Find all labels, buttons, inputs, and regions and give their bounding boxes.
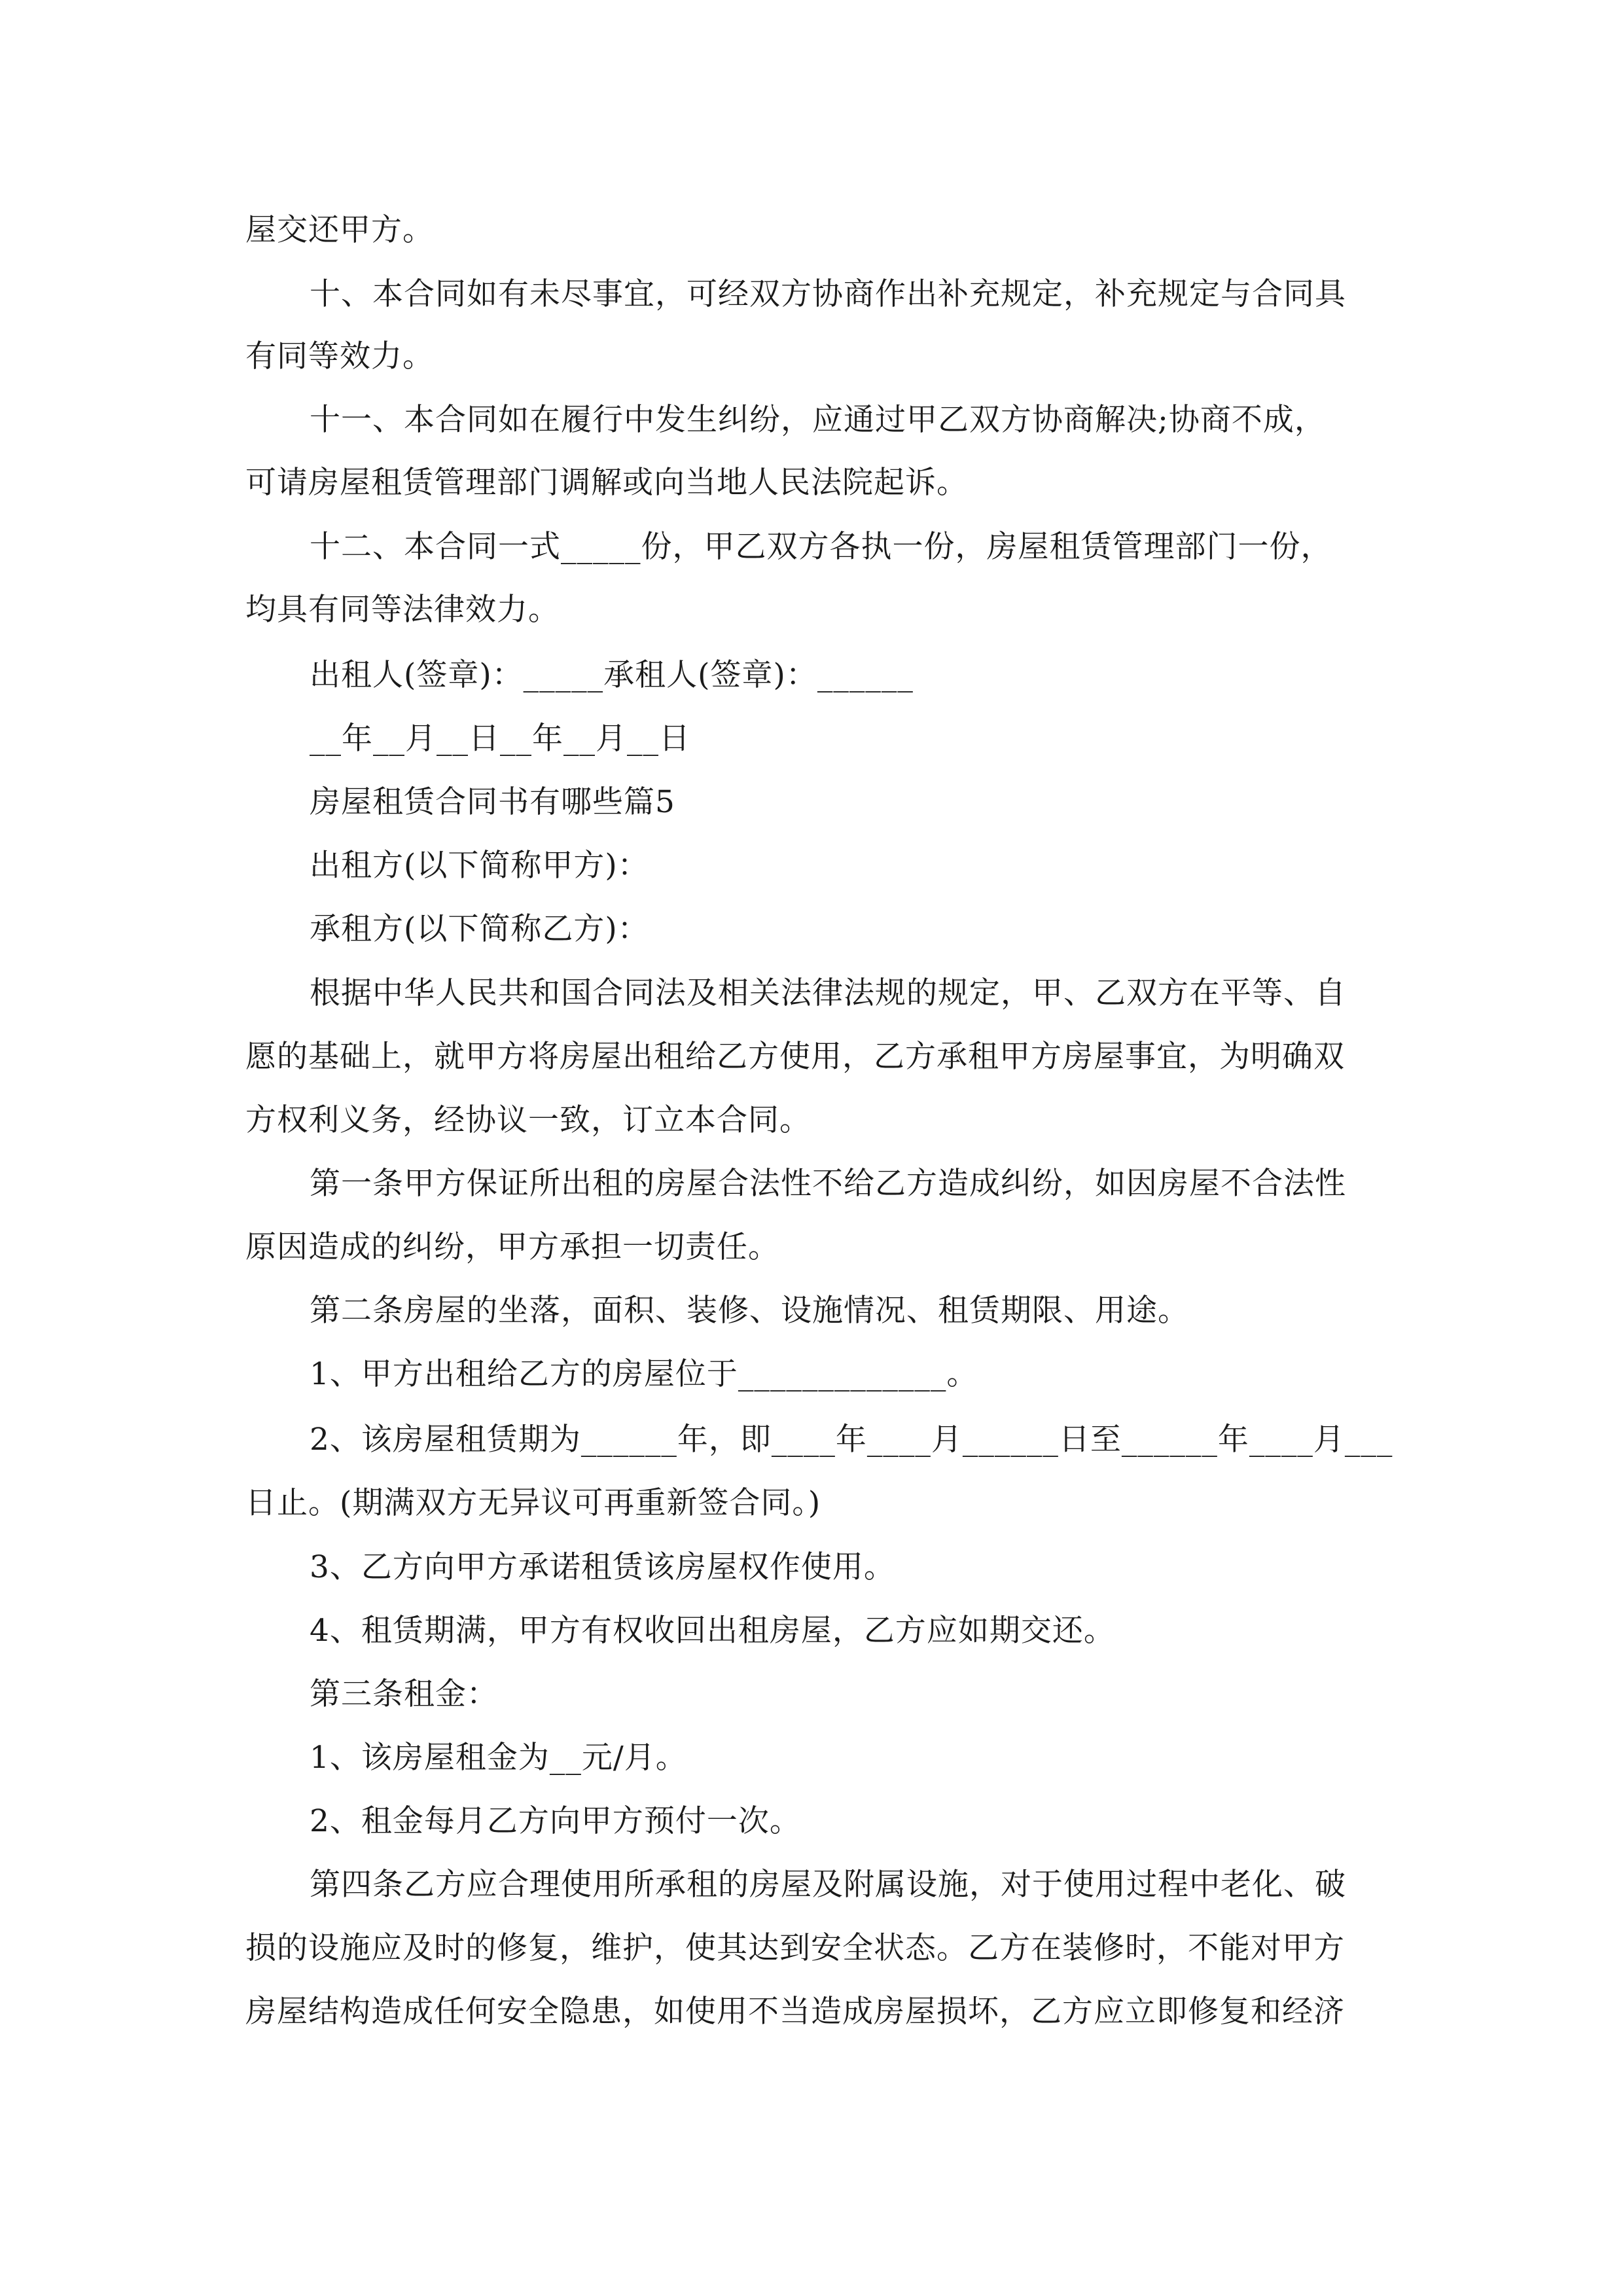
paragraph-line: 根据中华人民共和国合同法及相关法律法规的规定，甲、乙双方在平等、自 — [310, 975, 1346, 1011]
paragraph-line: 十一、本合同如在履行中发生纠纷，应通过甲乙双方协商解决;协商不成， — [310, 402, 1326, 438]
paragraph-line: 有同等效力。 — [245, 338, 434, 374]
paragraph-line: 十二、本合同一式_____份，甲乙双方各执一份，房屋租赁管理部门一份， — [310, 529, 1332, 565]
paragraph-line: 1、甲方出租给乙方的房屋位于_____________。 — [310, 1356, 978, 1392]
paragraph-line: 房屋结构造成任何安全隐患，如使用不当造成房屋损坏，乙方应立即修复和经济 — [245, 1994, 1345, 2030]
paragraph-line: 日止。(期满双方无异议可再重新签合同。) — [245, 1485, 821, 1521]
paragraph-line: 可请房屋租赁管理部门调解或向当地人民法院起诉。 — [245, 465, 968, 501]
paragraph-line: 承租方(以下简称乙方)： — [310, 911, 649, 947]
date-line: __年__月__日__年__月__日 — [310, 721, 690, 757]
paragraph-line: 4、租赁期满，甲方有权收回出租房屋，乙方应如期交还。 — [310, 1613, 1115, 1649]
paragraph-line: 1、该房屋租金为__元/月。 — [310, 1740, 687, 1776]
paragraph-line: 第四条乙方应合理使用所承租的房屋及附属设施，对于使用过程中老化、破 — [310, 1867, 1346, 1903]
section-title: 房屋租赁合同书有哪些篇5 — [310, 784, 675, 820]
signature-line: 出租人(签章)：_____承租人(签章)：______ — [310, 657, 914, 693]
paragraph-line: 2、该房屋租赁期为______年，即____年____月______日至______年____月___ — [310, 1422, 1393, 1458]
paragraph-line: 屋交还甲方。 — [245, 212, 434, 248]
paragraph-line: 第二条房屋的坐落，面积、装修、设施情况、租赁期限、用途。 — [310, 1293, 1189, 1329]
paragraph-line: 均具有同等法律效力。 — [245, 592, 560, 628]
paragraph-line: 出租方(以下简称甲方)： — [310, 848, 649, 884]
paragraph-line: 方权利义务，经协议一致，订立本合同。 — [245, 1102, 811, 1138]
paragraph-line: 原因造成的纠纷，甲方承担一切责任。 — [245, 1229, 779, 1265]
paragraph-line: 损的设施应及时的修复，维护，使其达到安全状态。乙方在装修时，不能对甲方 — [245, 1930, 1345, 1966]
paragraph-line: 第三条租金： — [310, 1676, 498, 1712]
paragraph-line: 十、本合同如有未尽事宜，可经双方协商作出补充规定，补充规定与合同具 — [310, 276, 1346, 312]
paragraph-line: 第一条甲方保证所出租的房屋合法性不给乙方造成纠纷，如因房屋不合法性 — [310, 1166, 1346, 1202]
paragraph-line: 愿的基础上，就甲方将房屋出租给乙方使用，乙方承租甲方房屋事宜，为明确双 — [245, 1039, 1345, 1075]
paragraph-line: 3、乙方向甲方承诺租赁该房屋权作使用。 — [310, 1549, 895, 1585]
paragraph-line: 2、租金每月乙方向甲方预付一次。 — [310, 1803, 801, 1839]
